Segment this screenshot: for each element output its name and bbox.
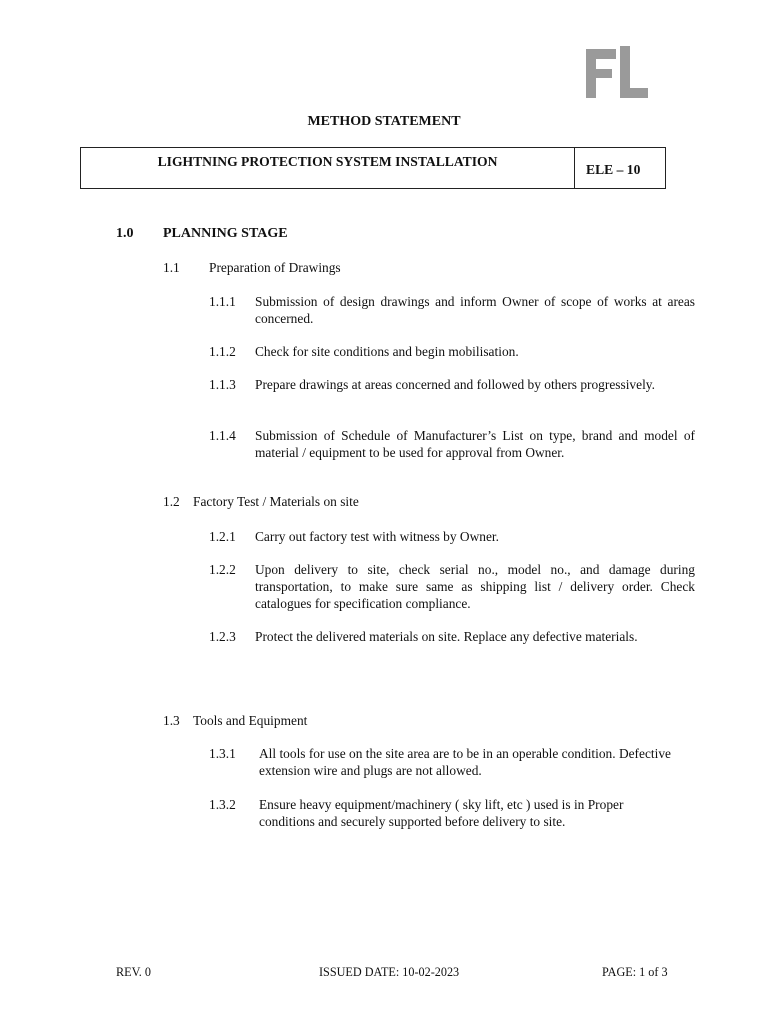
subsection-title: Tools and Equipment bbox=[193, 713, 308, 728]
section-title: PLANNING STAGE bbox=[163, 226, 288, 241]
header-title: LIGHTNING PROTECTION SYSTEM INSTALLATION bbox=[81, 148, 575, 188]
subsection-number: 1.2 bbox=[163, 494, 180, 509]
item-number: 1.2.2 bbox=[209, 562, 236, 577]
item-text: Ensure heavy equipment/machinery ( sky lift, etc ) used is in Proper conditions and securely supported before delivery to site. bbox=[259, 797, 624, 829]
subsection-number: 1.3 bbox=[163, 713, 180, 728]
footer-page-number: PAGE: 1 of 3 bbox=[602, 965, 668, 979]
document-code: ELE – 10 bbox=[586, 162, 641, 177]
header-box bbox=[80, 147, 666, 189]
item-number: 1.1.3 bbox=[209, 377, 236, 392]
item-text: Check for site conditions and begin mobilisation. bbox=[255, 344, 519, 359]
subsection-heading bbox=[163, 259, 341, 276]
footer-revision: REV. 0 bbox=[116, 965, 151, 979]
company-logo bbox=[586, 46, 648, 98]
section-number: 1.0 bbox=[116, 226, 134, 241]
item-text: Protect the delivered materials on site. Replace any defective materials. bbox=[255, 629, 638, 644]
document-title: METHOD STATEMENT bbox=[307, 114, 461, 129]
subsection-heading bbox=[163, 493, 359, 510]
item-text: Prepare drawings at areas concerned and followed by others progressively. bbox=[255, 377, 655, 392]
item-number: 1.2.1 bbox=[209, 529, 236, 544]
subsection-title: Factory Test / Materials on site bbox=[193, 494, 359, 509]
item-number: 1.3.2 bbox=[209, 797, 236, 812]
footer-issued-date: ISSUED DATE: 10-02-2023 bbox=[319, 965, 460, 979]
item-text: Submission of Schedule of Manufacturer’s List on type, brand and model of material / equipment to be used for approval from Owner. bbox=[255, 428, 695, 460]
item-number: 1.1.2 bbox=[209, 344, 236, 359]
item-text: Upon delivery to site, check serial no., model no., and damage during transportation, to make sure same as shipping list / delivery order. Check catalogues for specification compliance. bbox=[255, 562, 695, 611]
subsection-title: Preparation of Drawings bbox=[209, 260, 341, 275]
item-number: 1.2.3 bbox=[209, 629, 236, 644]
item-number: 1.1.1 bbox=[209, 294, 236, 309]
item-text: All tools for use on the site area are to be in an operable condition. Defective extension wire and plugs are not allowed. bbox=[259, 746, 671, 778]
item-text: Carry out factory test with witness by Owner. bbox=[255, 529, 499, 544]
subsection-number: 1.1 bbox=[163, 260, 180, 275]
item-text: Submission of design drawings and inform Owner of scope of works at areas concerned. bbox=[255, 294, 695, 326]
subsection-heading bbox=[163, 712, 308, 729]
item-number: 1.3.1 bbox=[209, 746, 236, 761]
item-number: 1.1.4 bbox=[209, 428, 236, 443]
